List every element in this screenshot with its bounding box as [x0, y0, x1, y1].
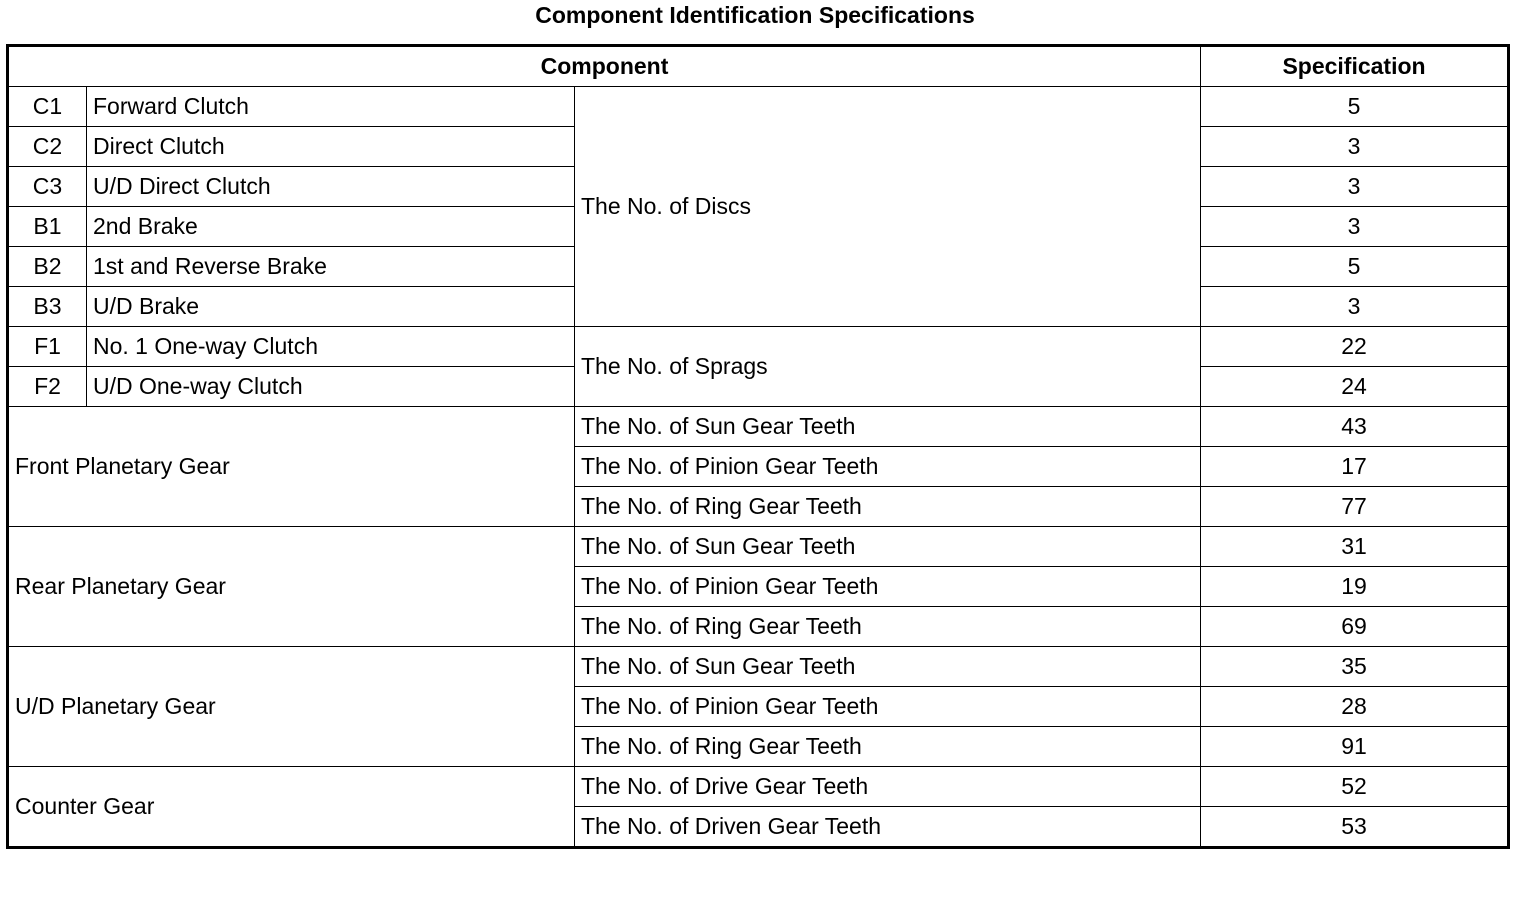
- spec-value: 35: [1201, 647, 1509, 687]
- component-code: B3: [8, 287, 87, 327]
- spec-value: 69: [1201, 607, 1509, 647]
- measure-label: The No. of Drive Gear Teeth: [575, 767, 1201, 807]
- header-specification: Specification: [1201, 46, 1509, 87]
- component-code: F2: [8, 367, 87, 407]
- table-row: [8, 407, 1509, 447]
- measure-label: The No. of Sun Gear Teeth: [575, 407, 1201, 447]
- table-row: [8, 87, 1509, 127]
- component-name: Direct Clutch: [87, 127, 575, 167]
- measure-label: The No. of Ring Gear Teeth: [575, 607, 1201, 647]
- table-row: [8, 647, 1509, 687]
- spec-value: 5: [1201, 87, 1509, 127]
- gear-group-name: U/D Planetary Gear: [8, 647, 575, 767]
- spec-value: 24: [1201, 367, 1509, 407]
- spec-value: 91: [1201, 727, 1509, 767]
- spec-value: 53: [1201, 807, 1509, 848]
- component-name: 1st and Reverse Brake: [87, 247, 575, 287]
- spec-value: 17: [1201, 447, 1509, 487]
- gear-group-name: Rear Planetary Gear: [8, 527, 575, 647]
- measure-label: The No. of Ring Gear Teeth: [575, 727, 1201, 767]
- measure-label: The No. of Driven Gear Teeth: [575, 807, 1201, 848]
- component-name: U/D Direct Clutch: [87, 167, 575, 207]
- spec-value: 52: [1201, 767, 1509, 807]
- spec-value: 28: [1201, 687, 1509, 727]
- component-name: U/D One-way Clutch: [87, 367, 575, 407]
- table-header-row: [8, 46, 1509, 87]
- spec-value: 77: [1201, 487, 1509, 527]
- component-code: C1: [8, 87, 87, 127]
- gear-group-name: Front Planetary Gear: [8, 407, 575, 527]
- spec-value: 3: [1201, 167, 1509, 207]
- component-name: U/D Brake: [87, 287, 575, 327]
- table-row: [8, 327, 1509, 367]
- measure-label: The No. of Sun Gear Teeth: [575, 527, 1201, 567]
- spec-value: 43: [1201, 407, 1509, 447]
- spec-value: 5: [1201, 247, 1509, 287]
- component-code: F1: [8, 327, 87, 367]
- component-name: Forward Clutch: [87, 87, 575, 127]
- component-code: C3: [8, 167, 87, 207]
- gear-group-name: Counter Gear: [8, 767, 575, 848]
- measure-label: The No. of Sun Gear Teeth: [575, 647, 1201, 687]
- header-component: Component: [8, 46, 1201, 87]
- measure-label-sprags: The No. of Sprags: [575, 327, 1201, 407]
- spec-value: 22: [1201, 327, 1509, 367]
- component-name: No. 1 One-way Clutch: [87, 327, 575, 367]
- measure-label: The No. of Pinion Gear Teeth: [575, 567, 1201, 607]
- component-code: B2: [8, 247, 87, 287]
- table-row: [8, 527, 1509, 567]
- spec-value: 31: [1201, 527, 1509, 567]
- spec-value: 3: [1201, 127, 1509, 167]
- page-title: Component Identification Specifications: [535, 2, 975, 28]
- component-code: C2: [8, 127, 87, 167]
- specifications-table: [6, 44, 1510, 849]
- table-row: [8, 767, 1509, 807]
- measure-label: The No. of Ring Gear Teeth: [575, 487, 1201, 527]
- spec-value: 19: [1201, 567, 1509, 607]
- measure-label: The No. of Pinion Gear Teeth: [575, 447, 1201, 487]
- component-name: 2nd Brake: [87, 207, 575, 247]
- component-code: B1: [8, 207, 87, 247]
- measure-label-discs: The No. of Discs: [575, 87, 1201, 327]
- measure-label: The No. of Pinion Gear Teeth: [575, 687, 1201, 727]
- spec-value: 3: [1201, 287, 1509, 327]
- spec-value: 3: [1201, 207, 1509, 247]
